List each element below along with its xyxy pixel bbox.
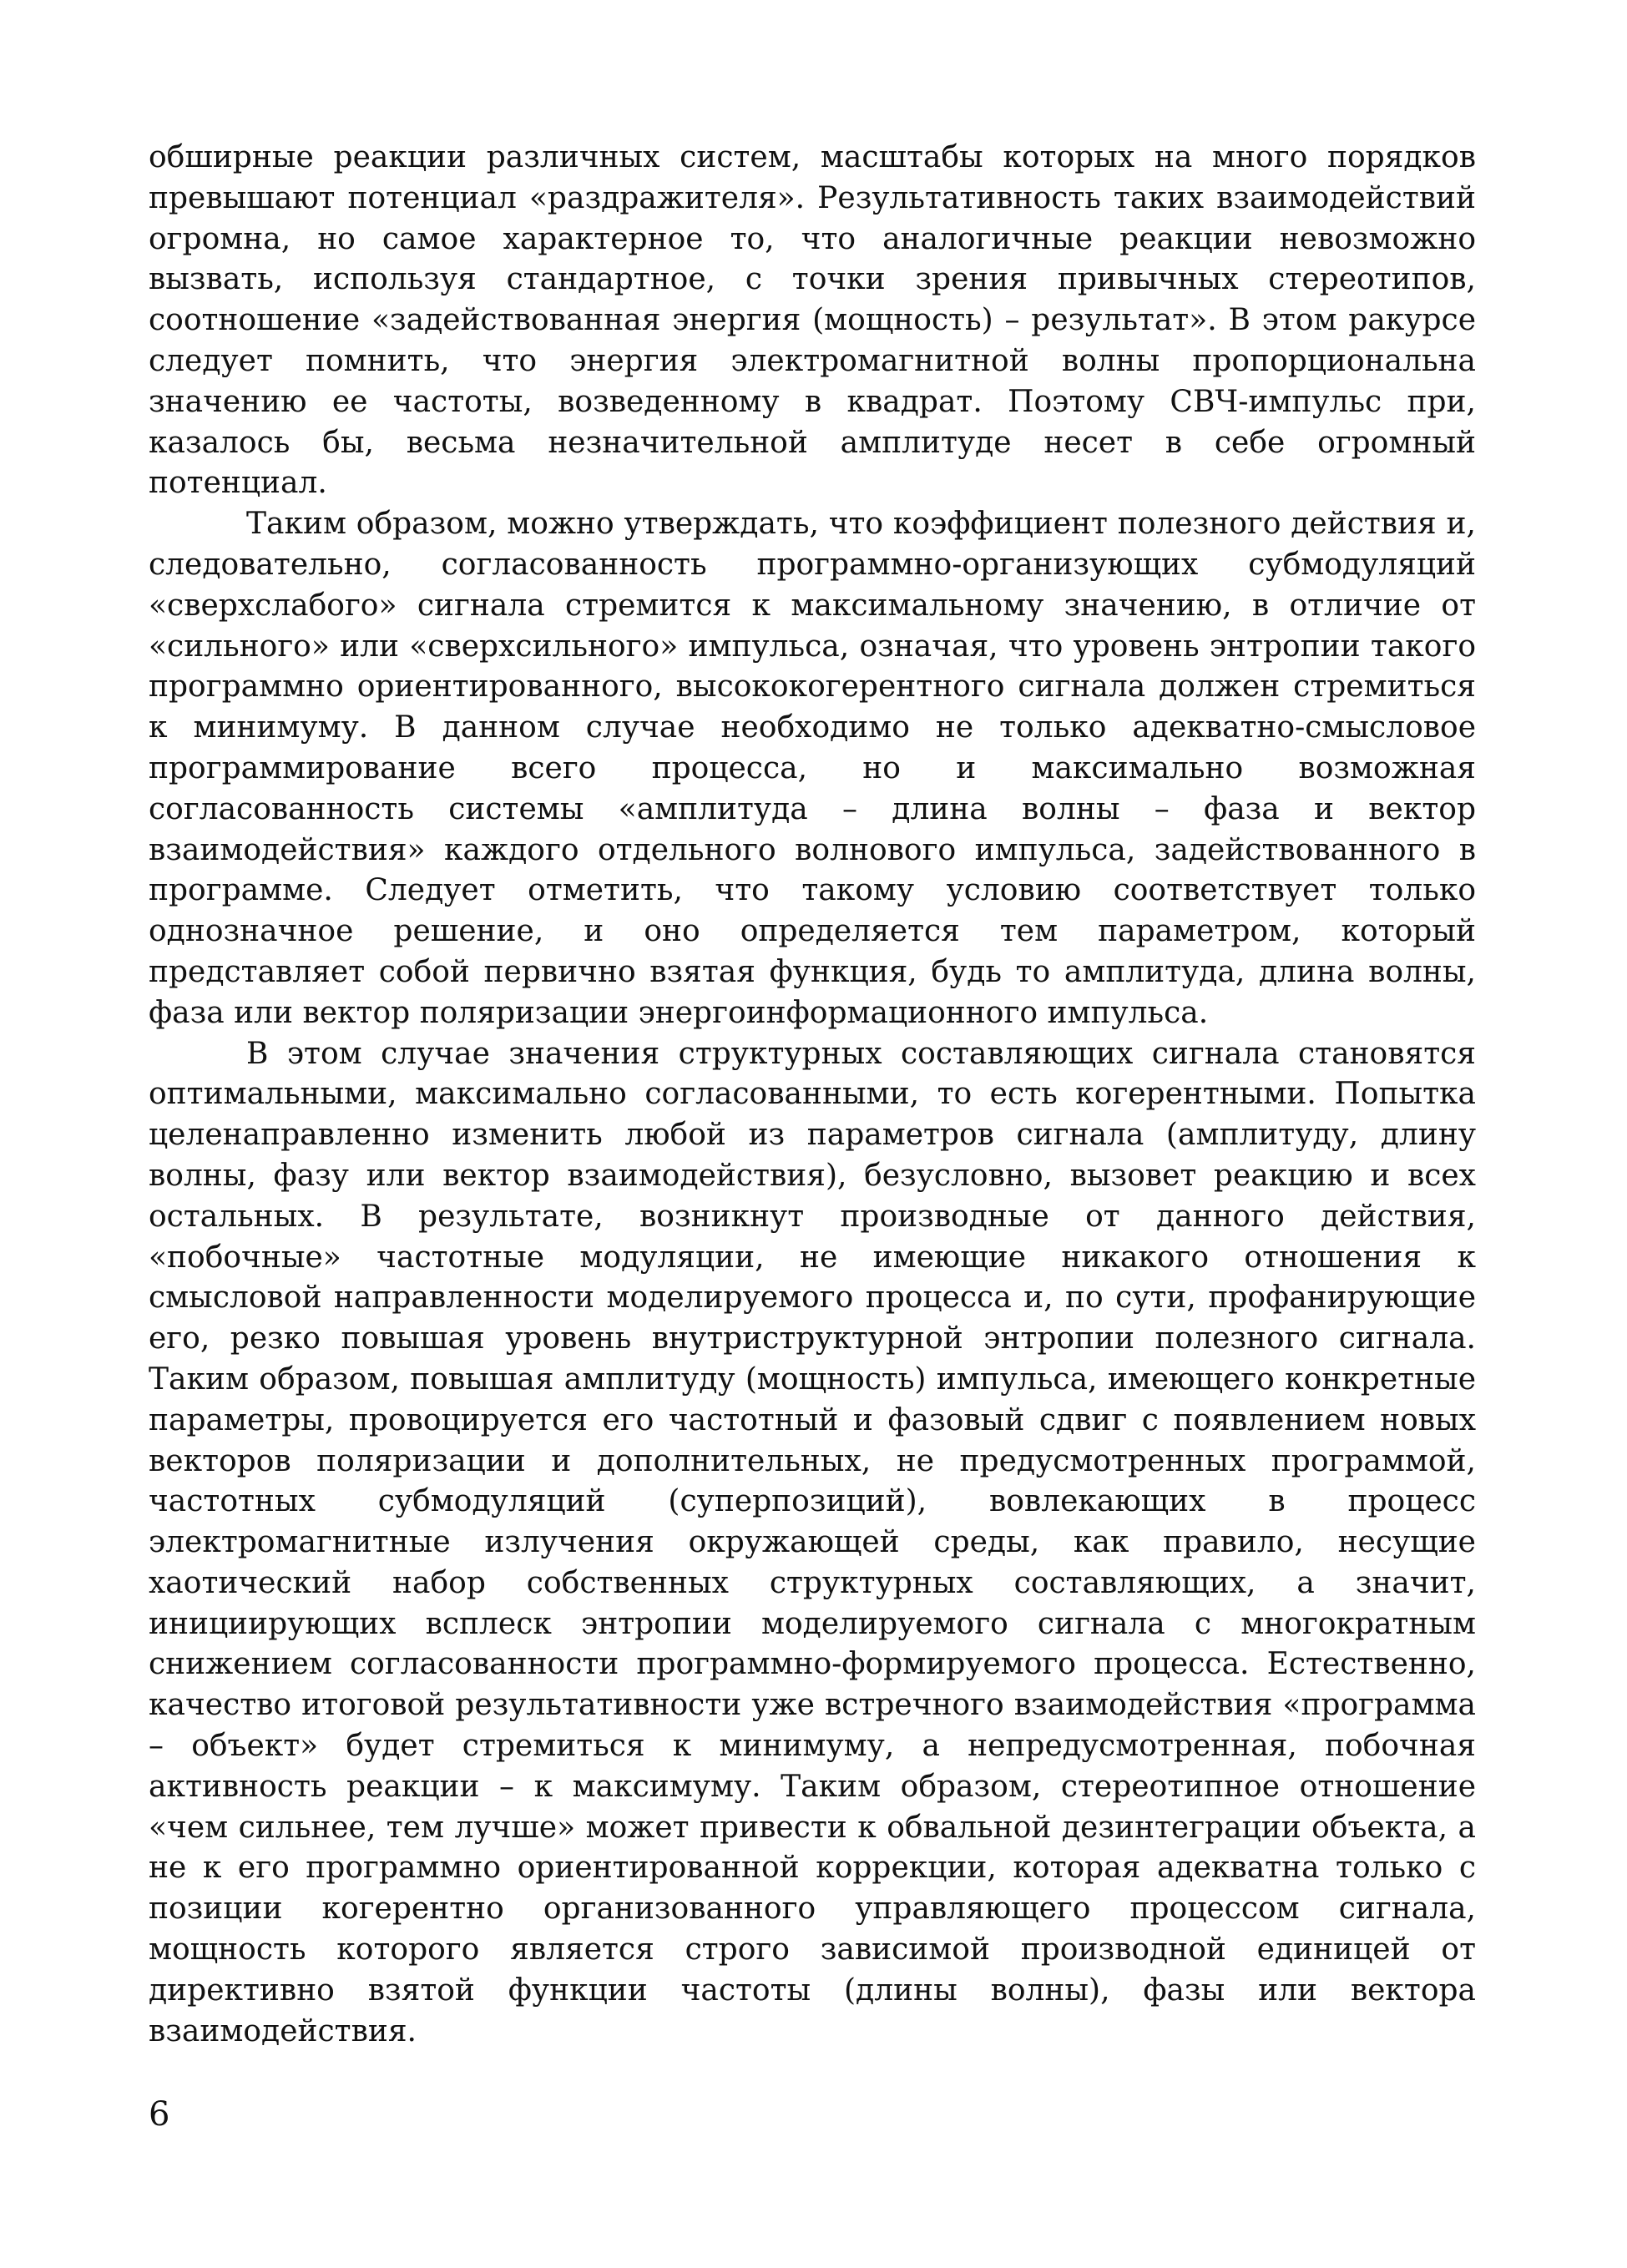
paragraph: Таким образом, можно утверждать, что коэффициент полезного действия и, следовательно, согласованность программно-организующих субмодуляций «сверхслабого» сигнала стремится к максимальному значению, в отличие от «сильного» или «сверхсильного» импульса, означая, что уровень энтропии такого программно ориентированного, высококогерентного сигнала должен стремиться к минимуму. В данном случае необходимо не только адекватно-смысловое программирование всего процесса, но и максимально возможная согласованность системы «амплитуда – длина волны – фаза и вектор взаимодействия» каждого отдельного волнового импульса, задействованного в программе. Следует отметить, что такому условию соответствует только однозначное решение, и оно определяется тем параметром, который представляет собой первично взятая функция, будь то амплитуда, длина волны, фаза или вектор поляризации энергоинформационного импульса. bbox=[149, 507, 1476, 1030]
paragraph: В этом случае значения структурных составляющих сигнала становятся оптимальными, максимально согласованными, то есть когерентными. Попытка целенаправленно изменить любой из параметров сигнала (амплитуду, длину волны, фазу или вектор взаимодействия), безусловно, вызовет реакцию и всех остальных. В результате, возникнут производные от данного действия, «побочные» частотные модуляции, не имеющие никакого отношения к смысловой направленности моделируемого процесса и, по сути, профанирующие его, резко повышая уровень внутриструктурной энтропии полезного сигнала. Таким образом, повышая амплитуду (мощность) импульса, имеющего конкретные параметры, провоцируется его частотный и фазовый сдвиг с появлением новых векторов поляризации и дополнительных, не предусмотренных программой, частотных субмодуляций (суперпозиций), вовлекающих в процесс электромагнитные излучения окружающей среды, как правило, несущие хаотический набор собственных структурных составляющих, а значит, инициирующих всплеск энтропии моделируемого сигнала с многократным снижением согласованности программно-формируемого процесса. Естественно, качество итоговой результативности уже встречного взаимодействия «программа – объект» будет стремиться к минимуму, а непредусмотренная, побочная активность реакции – к максимуму. Таким образом, стереотипное отношение «чем сильнее, тем лучше» может привести к обвальной дезинтеграции объекта, а не к его программно ориентированной коррекции, которая адекватна только с позиции когерентно организованного управляющего процессом сигнала, мощность которого является строго зависимой производной единицей от директивно взятой функции частоты (длины волны), фазы или вектора взаимодействия. bbox=[149, 1036, 1476, 2048]
page-number: 6 bbox=[149, 2095, 170, 2134]
body-text bbox=[149, 138, 1476, 2052]
paragraph-continued: обширные реакции различных систем, масштабы которых на много порядков превышают потенциал «раздражителя». Результативность таких взаимодействий огромна, но самое характерное то, что аналогичные реакции невозможно вызвать, используя стандартное, с точки зрения привычных стереотипов, соотношение «задействованная энергия (мощность) – результат». В этом ракурсе следует помнить, что энергия электромагнитной волны пропорциональна значению ее частоты, возведенному в квадрат. Поэтому СВЧ-импульс при, казалось бы, весьма незначительной амплитуде несет в себе огромный потенциал. bbox=[149, 140, 1476, 501]
